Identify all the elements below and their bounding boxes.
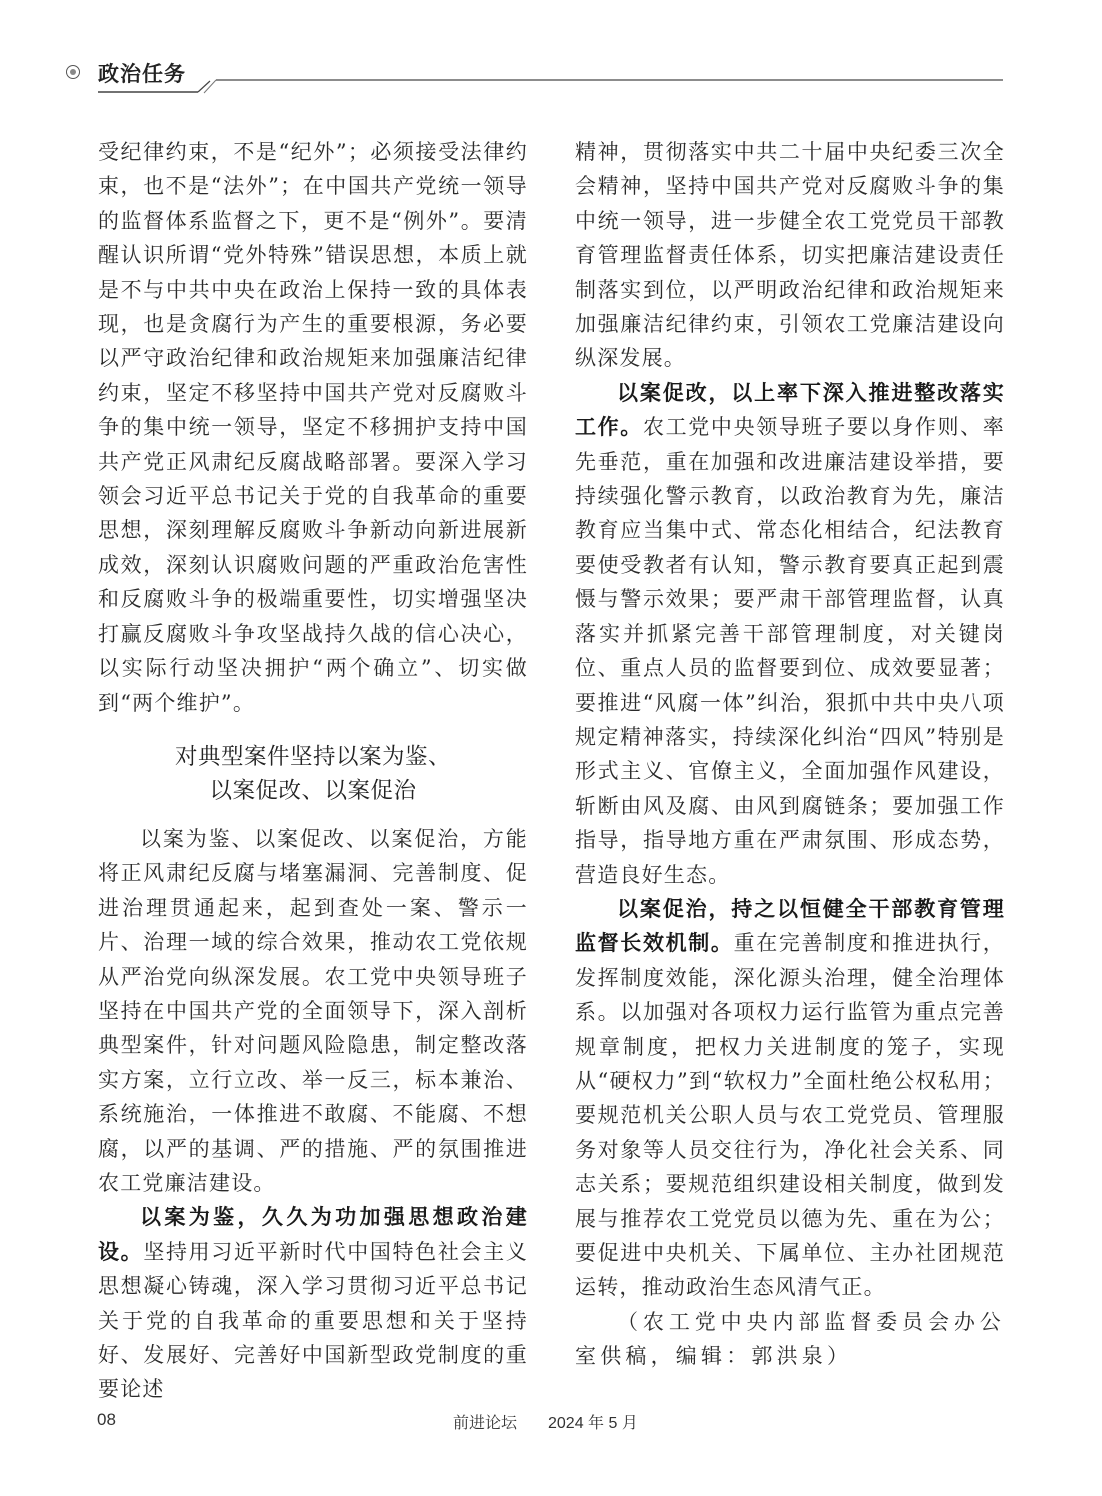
page-number: 08 [97,1410,116,1429]
paragraph-lead-bold: 以案促改，以上率下深入推进整改落实工作。 [575,379,1005,440]
subheading-line: 对典型案件坚持以案为鉴、 [174,743,451,770]
body-paragraph: 受纪律约束，不是“纪外”；必须接受法律约束，也不是“法外”；在中国共产党统一领导的监督体系监督之下，更不是“例外”。要清醒认识所谓“党外特殊”错误思想，本质上就是不与中共中央在政治上保持一致的具体表现，也是贪腐行为产生的重要根源，务必要以严守政治纪律和政治规矩来加强廉洁纪律约束，坚定不移坚持中国共产党对反腐败斗争的集中统一领导，坚定不移拥护支持中国共产党正风肃纪反腐战略部署。要深入学习领会习近平总书记关于党的自我革命的重要思想，深刻理解反腐败斗争新动向新进展新成效，深刻认识腐败问题的严重政治危害性和反腐败斗争的极端重要性，切实增强坚决打赢反腐败斗争攻坚战持久战的信心决心，以实际行动坚决拥护“两个确立”、切实做到“两个维护”。 [98,140,528,715]
page-footer [0,1408,1102,1438]
body-paragraph [575,892,1005,1305]
article-column-right [575,135,1005,1374]
paragraph-text: 重在完善制度和推进执行，发挥制度效能，深化源头治理，健全治理体系。以加强对各项权力运行监管为重点完善规章制度，把权力关进制度的笼子，实现从“硬权力”到“软权力”全面杜绝公权私用；要规范机关公职人员与农工党党员、管理服务对象等人员交往行为，净化社会关系、同志关系；要规范组织建设相关制度，做到发展与推荐农工党党员以德为先、重在为公；要促进中央机关、下属单位、主办社团规范运转，推动政治生态风清气正。 [575,931,1005,1300]
subheading-line: 以案促改、以案促治 [209,777,417,804]
issue-date: 2024 年 5 月 [548,1415,638,1432]
paragraph-text: 农工党中央领导班子要以身作则、率先垂范，重在加强和改进廉洁建设举措，要持续强化警示教育，以政治教育为先，廉洁教育应当集中式、常态化相结合，纪法教育要使受教者有认知，警示教育要真正起到震慑与警示效果；要严肃干部管理监督，认真落实并抓紧完善干部管理制度，对关键岗位、重点人员的监督要到位、成效要显著；要推进“风腐一体”纠治，狠抓中共中央八项规定精神落实，持续深化纠治“四风”特别是形式主义、官僚主义，全面加强作风建设，斩断由风及腐、由风到腐链条；要加强工作指导，指导地方重在严肃氛围、形成态势，营造良好生态。 [575,415,1005,887]
paragraph-text: 坚持用习近平新时代中国特色社会主义思想凝心铸魂，深入学习贯彻习近平总书记关于党的自我革命的重要思想和关于坚持好、发展好、完善好中国新型政党制度的重要论述 [98,1239,528,1402]
section-title: 政治任务 [98,61,186,86]
article-credit: （农工党中央内部监督委员会办公室供稿，编辑：郭洪泉） [575,1309,1005,1369]
publication-name: 前进论坛 [453,1415,518,1432]
body-paragraph: 以案为鉴、以案促改、以案促治，方能将正风肃纪反腐与堵塞漏洞、完善制度、促进治理贯通起来，起到查处一案、警示一片、治理一域的综合效果，推动农工党依规从严治党向纵深发展。农工党中央领导班子坚持在中国共产党的全面领导下，深入剖析典型案件，针对问题风险隐患，制定整改落实方案，立行立改、举一反三，标本兼治、系统施治，一体推进不敢腐、不能腐、不想腐，以严的基调、严的措施、严的氛围推进农工党廉洁建设。 [98,826,528,1195]
section-subheading [98,740,528,808]
body-paragraph [98,1200,528,1406]
header-rule [0,0,1102,110]
page-header [0,0,1102,110]
body-paragraph: 精神，贯彻落实中共二十届中央纪委三次全会精神，坚持中国共产党对反腐败斗争的集中统一领导，进一步健全农工党党员干部教育管理监督责任体系，切实把廉洁建设责任制落实到位，以严明政治纪律和政治规矩来加强廉洁纪律约束，引领农工党廉洁建设向纵深发展。 [575,140,1005,371]
paragraph-lead-bold: 以案为鉴，久久为功加强思想政治建设。 [98,1204,528,1264]
paragraph-lead-bold: 以案促治，持之以恒健全干部教育管理监督长效机制。 [575,895,1005,956]
body-paragraph [575,376,1005,892]
article-column-left [98,135,528,1407]
